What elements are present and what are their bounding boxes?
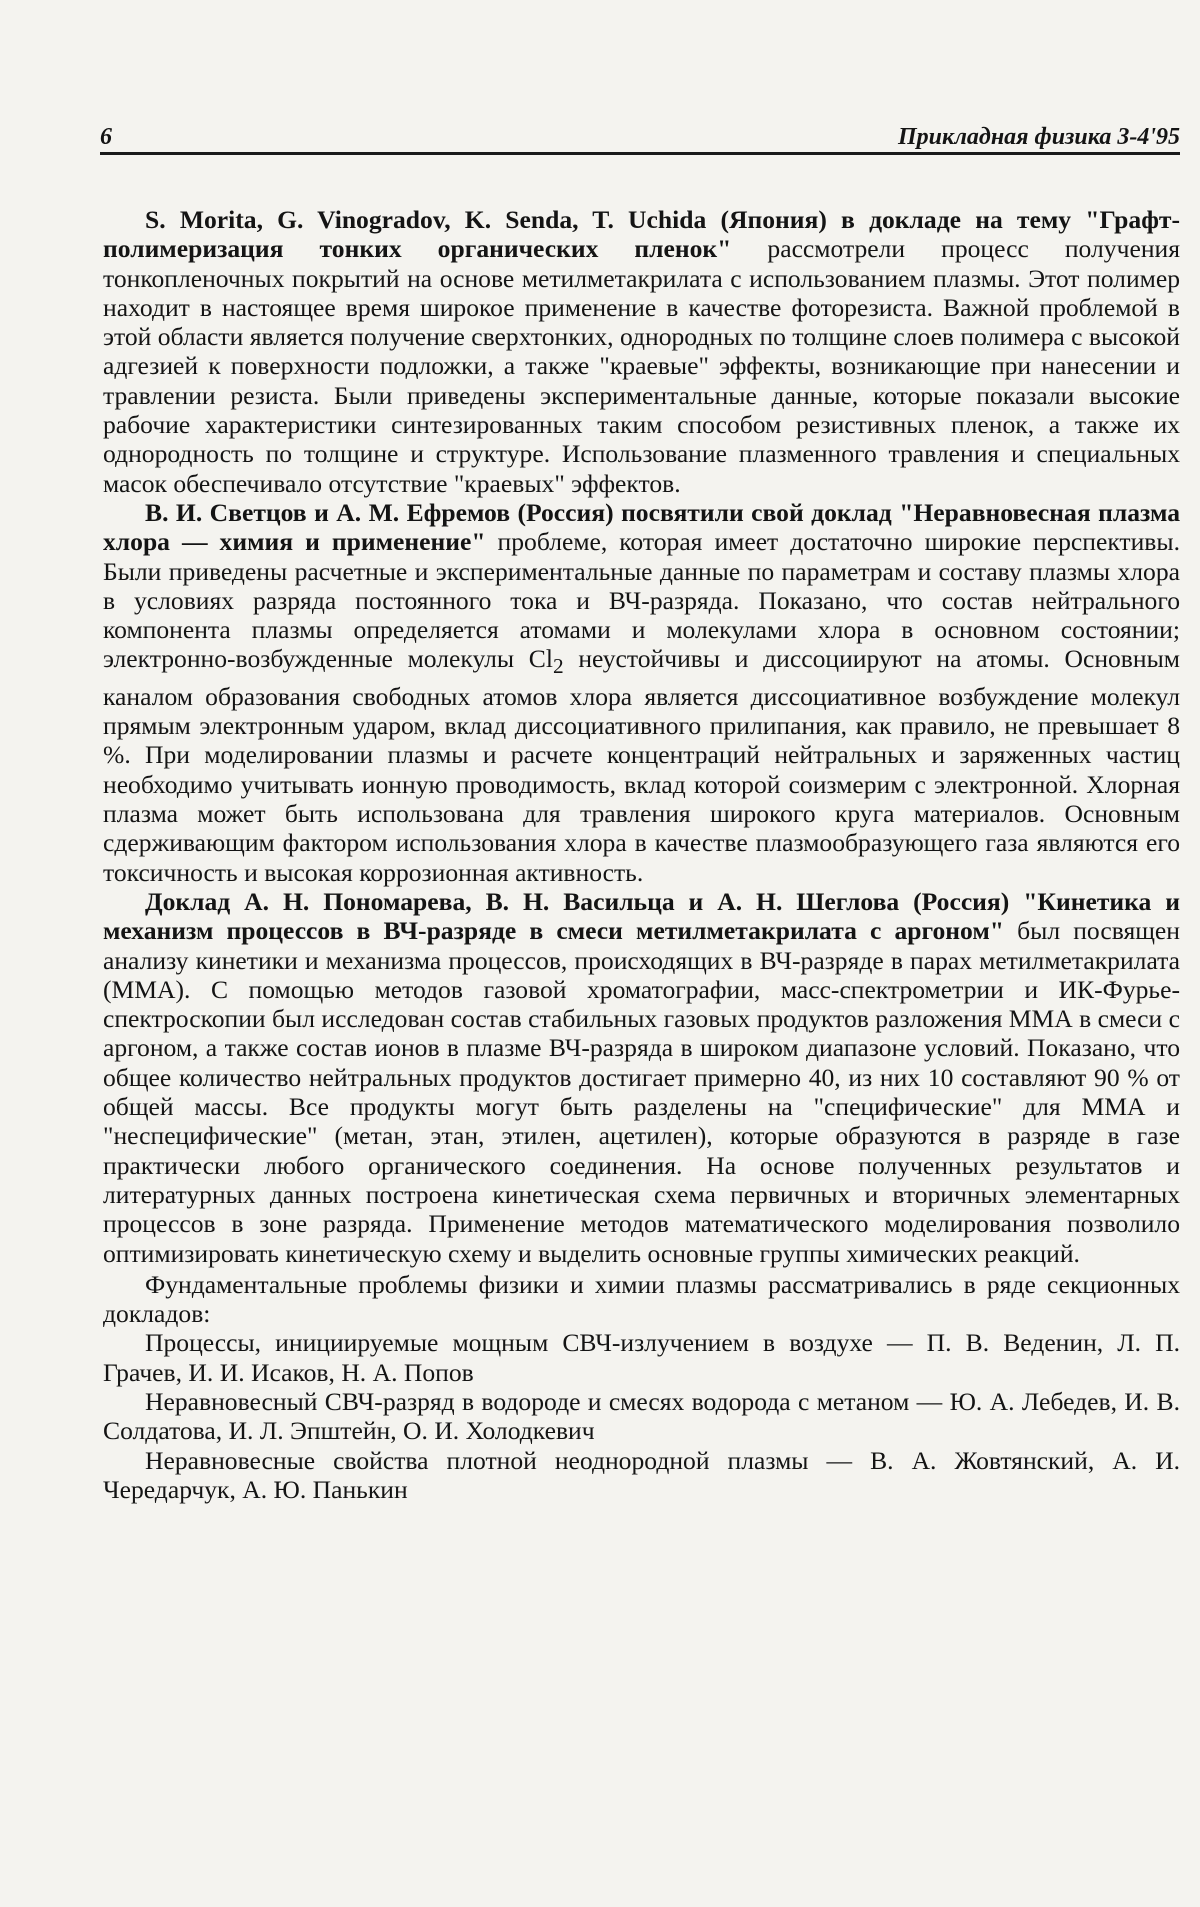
paragraph-svettsov <box>103 498 1180 887</box>
paragraph-ponomarev-text: был посвящен анализу кинетики и механизма процессов, происходящих в ВЧ-разряде в парах метилметакрилата (ММА). С помощью методов газовой хроматографии, масс-спектрометрии и ИК-Фурье-спектроскопии был исследован состав стабильных газовых продуктов разложения ММА в смеси с аргоном, а также состав ионов в плазме ВЧ-разряда в широком диапазоне условий. Показано, что общее количество нейтральных продуктов достигает примерно 40, из них 10 составляют 90 % от общей массы. Все продукты могут быть разделены на "специфические" для ММА и "неспецифические" (метан, этан, этилен, ацетилен), которые образуются в разряде в газе практически любого органического соединения. На основе полученных результатов и литературных данных построена кинетическая схема первичных и вторичных элементарных процессов в зоне разряда. Применение методов математического моделирования позволило оптимизировать кинетическую схему и выделить основные группы химических реакций. <box>103 916 1180 1268</box>
report-entry-3 <box>103 1446 1180 1505</box>
report-entry-1-title: Процессы, инициируемые мощным СВЧ-излучением в воздухе — <box>145 1328 913 1358</box>
paragraph-svettsov-authors: В. И. Светцов и А. М. Ефремов (Россия) посвятили свой доклад "Неравновесная плазма хлора — химия и применение" <box>103 497 1180 557</box>
report-entry-3-title: Неравновесные свойства плотной неоднородной плазмы — В. А. Жовтянский, А. И. Чередарчук, А. Ю. Панькин <box>103 1445 1180 1504</box>
report-entry-2-title: Неравновесный СВЧ-разряд в водороде и смесях водорода с метаном — <box>145 1386 943 1416</box>
paragraph-morita-authors: S. Morita, G. Vinogradov, K. Senda, T. Uchida (Япония) в докладе на тему "Графт-полимеризация тонких органических пленок" <box>103 205 1180 264</box>
article-body <box>103 205 1180 1504</box>
report-entry-1 <box>103 1328 1180 1387</box>
paragraph-ponomarev-authors: Доклад А. Н. Пономарева, В. Н. Васильца и А. Н. Шеглова (Россия) "Кинетика и механизм процессов в ВЧ-разряде в смеси метилметакрилата с аргоном" <box>103 886 1180 946</box>
journal-title: Прикладная физика 3-4'95 <box>897 124 1180 150</box>
header-rule <box>100 152 1180 155</box>
report-entry-2 <box>103 1387 1180 1446</box>
paragraph-morita-text: рассмотрели процесс получения тонкопленочных покрытий на основе метилметакрилата с использованием плазмы. Этот полимер находит в настоящее время широкое применение в качестве фоторезиста. Важной проблемой в этой области является получение сверхтонких, однородных по толщине слоев полимера с высокой адгезией к поверхности подложки, а также "краевые" эффекты, возникающие при нанесении и травлении резиста. Были приведены экспериментальные данные, которые показали высокие рабочие характеристики синтезированных таким способом резистивных пленок, а также их однородность по толщине и структуре. Использование плазменного травления и специальных масок обеспечивало отсутствие "краевых" эффектов. <box>103 234 1180 498</box>
chlorine-subscript: 2 <box>552 654 564 679</box>
report-entry-1-authors: П. В. Веденин, Л. П. Грачев, И. И. Исаков, Н. А. Попов <box>103 1328 1180 1387</box>
paragraph-svettsov-text-a: проблеме, которая имеет достаточно широкие перспективы. Были приведены расчетные и экспериментальные данные по параметрам и составу плазмы хлора в условиях разряда постоянного тока и ВЧ-разряда. Показано, что состав нейтрального компонента плазмы определяется атомами и молекулами хлора в основном состоянии; электронно-возбужденные молекулы Cl <box>103 527 1180 674</box>
paragraph-morita <box>103 205 1180 498</box>
page-number: 6 <box>100 124 112 150</box>
report-entry-2-authors: Ю. А. Лебедев, И. В. Солдатова, И. Л. Эпштейн, О. И. Холодкевич <box>103 1386 1180 1446</box>
paragraph-svettsov-text-b: неустойчивы и диссоциируют на атомы. Основным каналом образования свободных атомов хлора является диссоциативное возбуждение молекул прямым электронным ударом, вклад диссоциативного прилипания, как правило, не превышает 8 %. При моделировании плазмы и расчете концентраций нейтральных и заряженных частиц необходимо учитывать ионную проводимость, вклад которой соизмерим с электронной. Хлорная плазма может быть использована для травления широкого круга материалов. Основным сдерживающим фактором использования хлора в качестве плазмообразующего газа являются его токсичность и высокая коррозионная активность. <box>103 644 1180 887</box>
paragraph-fundamental: Фундаментальные проблемы физики и химии плазмы рассматривались в ряде секционных докладов: <box>103 1269 1180 1329</box>
paragraph-ponomarev <box>103 887 1180 1268</box>
